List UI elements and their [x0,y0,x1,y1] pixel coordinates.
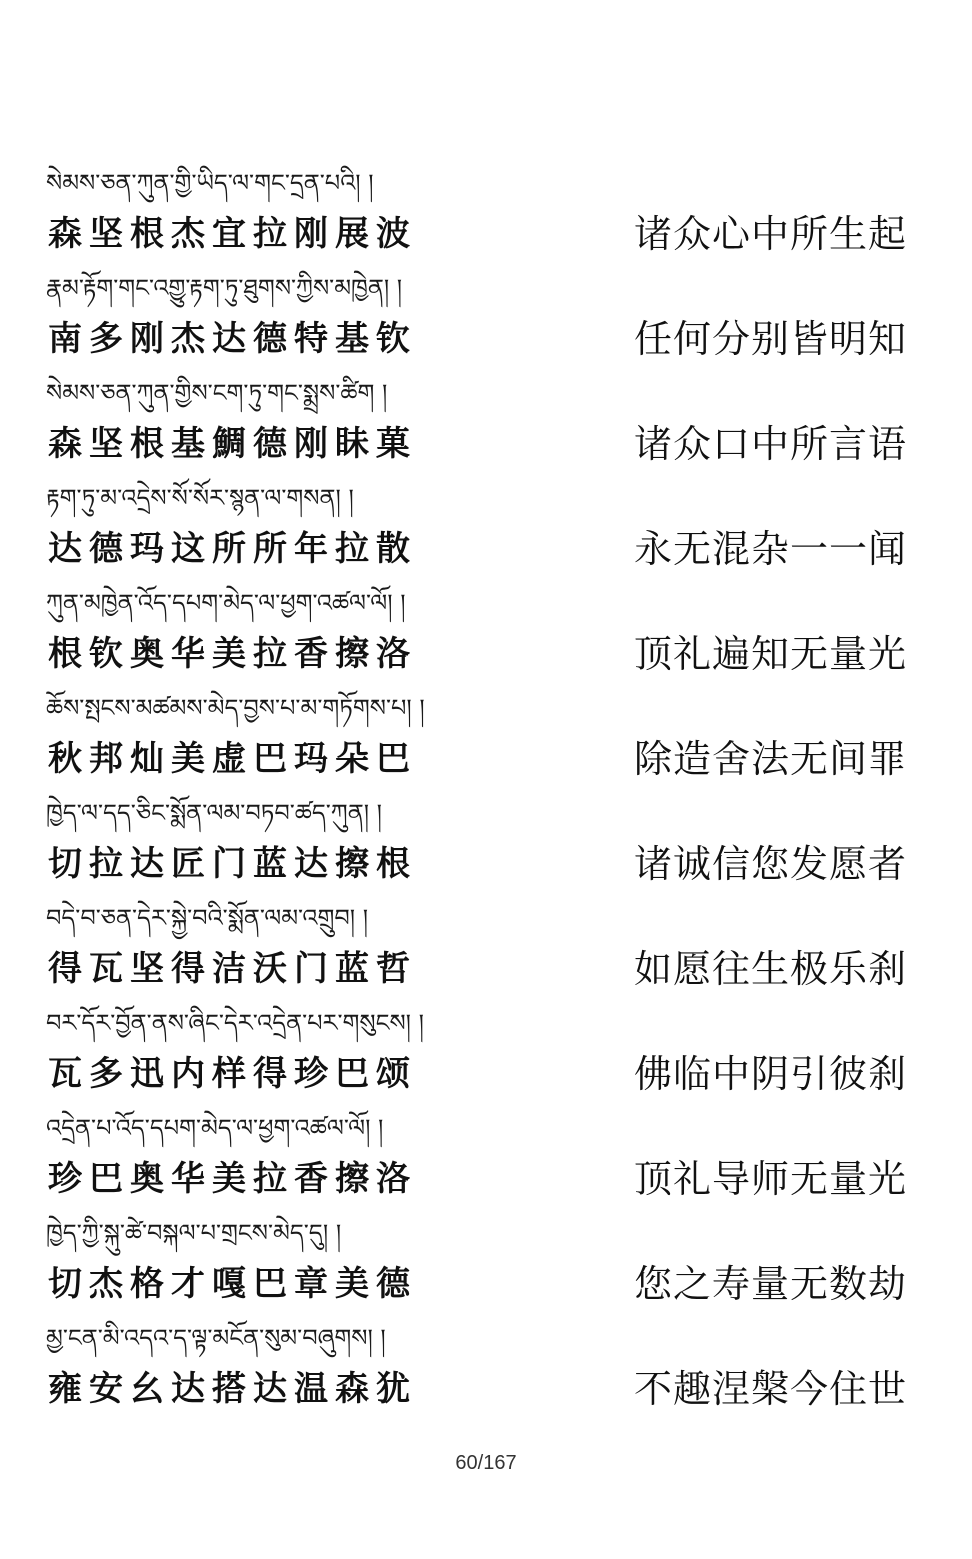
chinese-meaning-line: 您之寿量无数劫 [634,1262,908,1306]
chinese-meaning-line: 顶礼遍知无量光 [634,632,908,676]
verse-stanza [0,475,972,580]
chinese-meaning-line: 任何分别皆明知 [634,317,908,361]
tibetan-line: ཁྱེད་ལ་དད་ཅིང་སྨོན་ལམ་བཏབ་ཚད་ཀུན། ། [46,799,382,827]
tibetan-line: བདེ་བ་ཅན་དེར་སྐྱེ་བའི་སྨོན་ལམ་འགྲུབ། ། [46,904,369,932]
verse-stanza [0,790,972,895]
chinese-meaning-line: 除造舍法无间罪 [634,737,908,781]
tibetan-line: ཁྱེད་ཀྱི་སྐུ་ཚེ་བསྐལ་པ་གྲངས་མེད་དུ། ། [46,1219,342,1247]
tibetan-line: རྣམ་རྟོག་གང་འགྱུ་རྟག་ཏུ་ཐུགས་ཀྱིས་མཁྱེན། ། [46,274,403,302]
verse-stanza [0,580,972,685]
verse-stanza [0,1210,972,1315]
tibetan-line: རྟག་ཏུ་མ་འདྲེས་སོ་སོར་སྙན་ལ་གསན། ། [46,484,354,512]
transliteration-line: 森坚根基鯛德刚眛菓 [48,424,417,464]
verse-stanza [0,370,972,475]
tibetan-line: སེམས་ཅན་ཀུན་གྱི་ཡིད་ལ་གང་དྲན་པའི། ། [46,169,374,197]
verse-stanza [0,685,972,790]
transliteration-line: 切拉达匠门蓝达擦根 [48,844,417,884]
transliteration-line: 雍安幺达搭达温森犹 [48,1369,417,1409]
transliteration-line: 得瓦坚得洁沃门蓝哲 [48,949,417,989]
transliteration-line: 珍巴奥华美拉香擦洛 [48,1159,417,1199]
chinese-meaning-line: 永无混杂一一闻 [634,527,908,571]
verse-stanza [0,1315,972,1420]
verse-list [0,160,972,1420]
chinese-meaning-line: 诸众口中所言语 [634,422,908,466]
verse-stanza [0,160,972,265]
tibetan-line: བར་དོར་བྱོན་ནས་ཞིང་དེར་འདྲེན་པར་གསུངས། ། [46,1009,424,1037]
chinese-meaning-line: 不趣涅槃今住世 [634,1367,908,1411]
chinese-meaning-line: 诸众心中所生起 [634,212,908,256]
verse-stanza [0,895,972,1000]
verse-stanza [0,1105,972,1210]
chinese-meaning-line: 顶礼导师无量光 [634,1157,908,1201]
transliteration-line: 南多刚杰达德特基钦 [48,319,417,359]
transliteration-line: 秋邦灿美虚巴玛朵巴 [48,739,417,779]
transliteration-line: 达德玛这所所年拉散 [48,529,417,569]
tibetan-line: སེམས་ཅན་ཀུན་གྱིས་ངག་ཏུ་གང་སྨྲས་ཚིག ། [46,379,388,407]
tibetan-line: མྱ་ངན་མི་འདའ་ད་ལྟ་མངོན་སུམ་བཞུགས། ། [46,1324,386,1352]
transliteration-line: 森坚根杰宜拉刚展波 [48,214,417,254]
chinese-meaning-line: 如愿往生极乐刹 [634,947,908,991]
verse-stanza [0,1000,972,1105]
tibetan-line: འདྲེན་པ་འོད་དཔག་མེད་ལ་ཕྱག་འཚལ་ལོ། ། [46,1114,384,1142]
transliteration-line: 瓦多迅内样得珍巴颂 [48,1054,417,1094]
chinese-meaning-line: 诸诚信您发愿者 [634,842,908,886]
page-number: 60/167 [455,1452,517,1474]
chinese-meaning-line: 佛临中阴引彼刹 [634,1052,908,1096]
verse-stanza [0,265,972,370]
tibetan-line: ཆོས་སྤངས་མཚམས་མེད་བྱས་པ་མ་གཏོགས་པ། ། [46,694,425,722]
transliteration-line: 切杰格才嘎巴章美德 [48,1264,417,1304]
tibetan-line: ཀུན་མཁྱེན་འོད་དཔག་མེད་ལ་ཕྱག་འཚལ་ལོ། ། [46,589,406,617]
transliteration-line: 根钦奥华美拉香擦洛 [48,634,417,674]
